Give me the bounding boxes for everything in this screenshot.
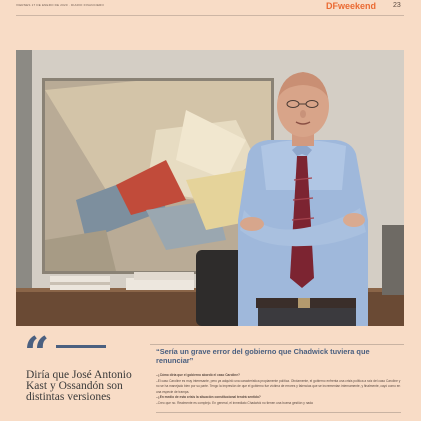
- portrait-illustration: [16, 50, 404, 326]
- portrait-photo: [16, 50, 404, 326]
- interview-headline: “Sería un grave error del gobierno que Chadwick tuviera que renunciar”: [156, 347, 370, 365]
- quote-mark-icon: “: [24, 328, 50, 379]
- question-2: –¿En medio de esta crisis la situación constitucional tendrá sentido?: [156, 395, 261, 399]
- question-1: –¿Cómo diría que el gobierno abordó el caso Caroline?: [156, 373, 240, 377]
- answer-1: –El caso Caroline es muy interesante, pero ya adquirió una característica propiamente política. Obviamente, el gobierno enfrenta una crisis política a raíz del caso Caroline y no se ha manejado bien por su parte. Tengo la impresión de que el gobierno fue víctima de errores y falencias que se incrementan internamente, y finalmente, cayó como en una especie de trampa.: [156, 378, 401, 394]
- dateline: VIERNES 17 DE ENERO DE 2020 · DIARIO FINANCIERO: [16, 3, 105, 7]
- interview-rule: [150, 344, 404, 345]
- quote-bar: [56, 345, 106, 348]
- pull-quote: Diría que José Antonio Kast y Ossandón son distintas versiones: [26, 369, 132, 403]
- body-rule: [156, 412, 401, 413]
- page-header: [0, 0, 421, 16]
- answer-2: –Creo que no. Realmente es complejo. En general, el inmediato Chadwick no tienen una buena gestión y nada: [156, 400, 313, 405]
- interview-body: [156, 373, 401, 406]
- header-rule: [16, 15, 404, 16]
- page-number: 23: [393, 2, 401, 9]
- section-brand: DFweekend: [326, 1, 377, 11]
